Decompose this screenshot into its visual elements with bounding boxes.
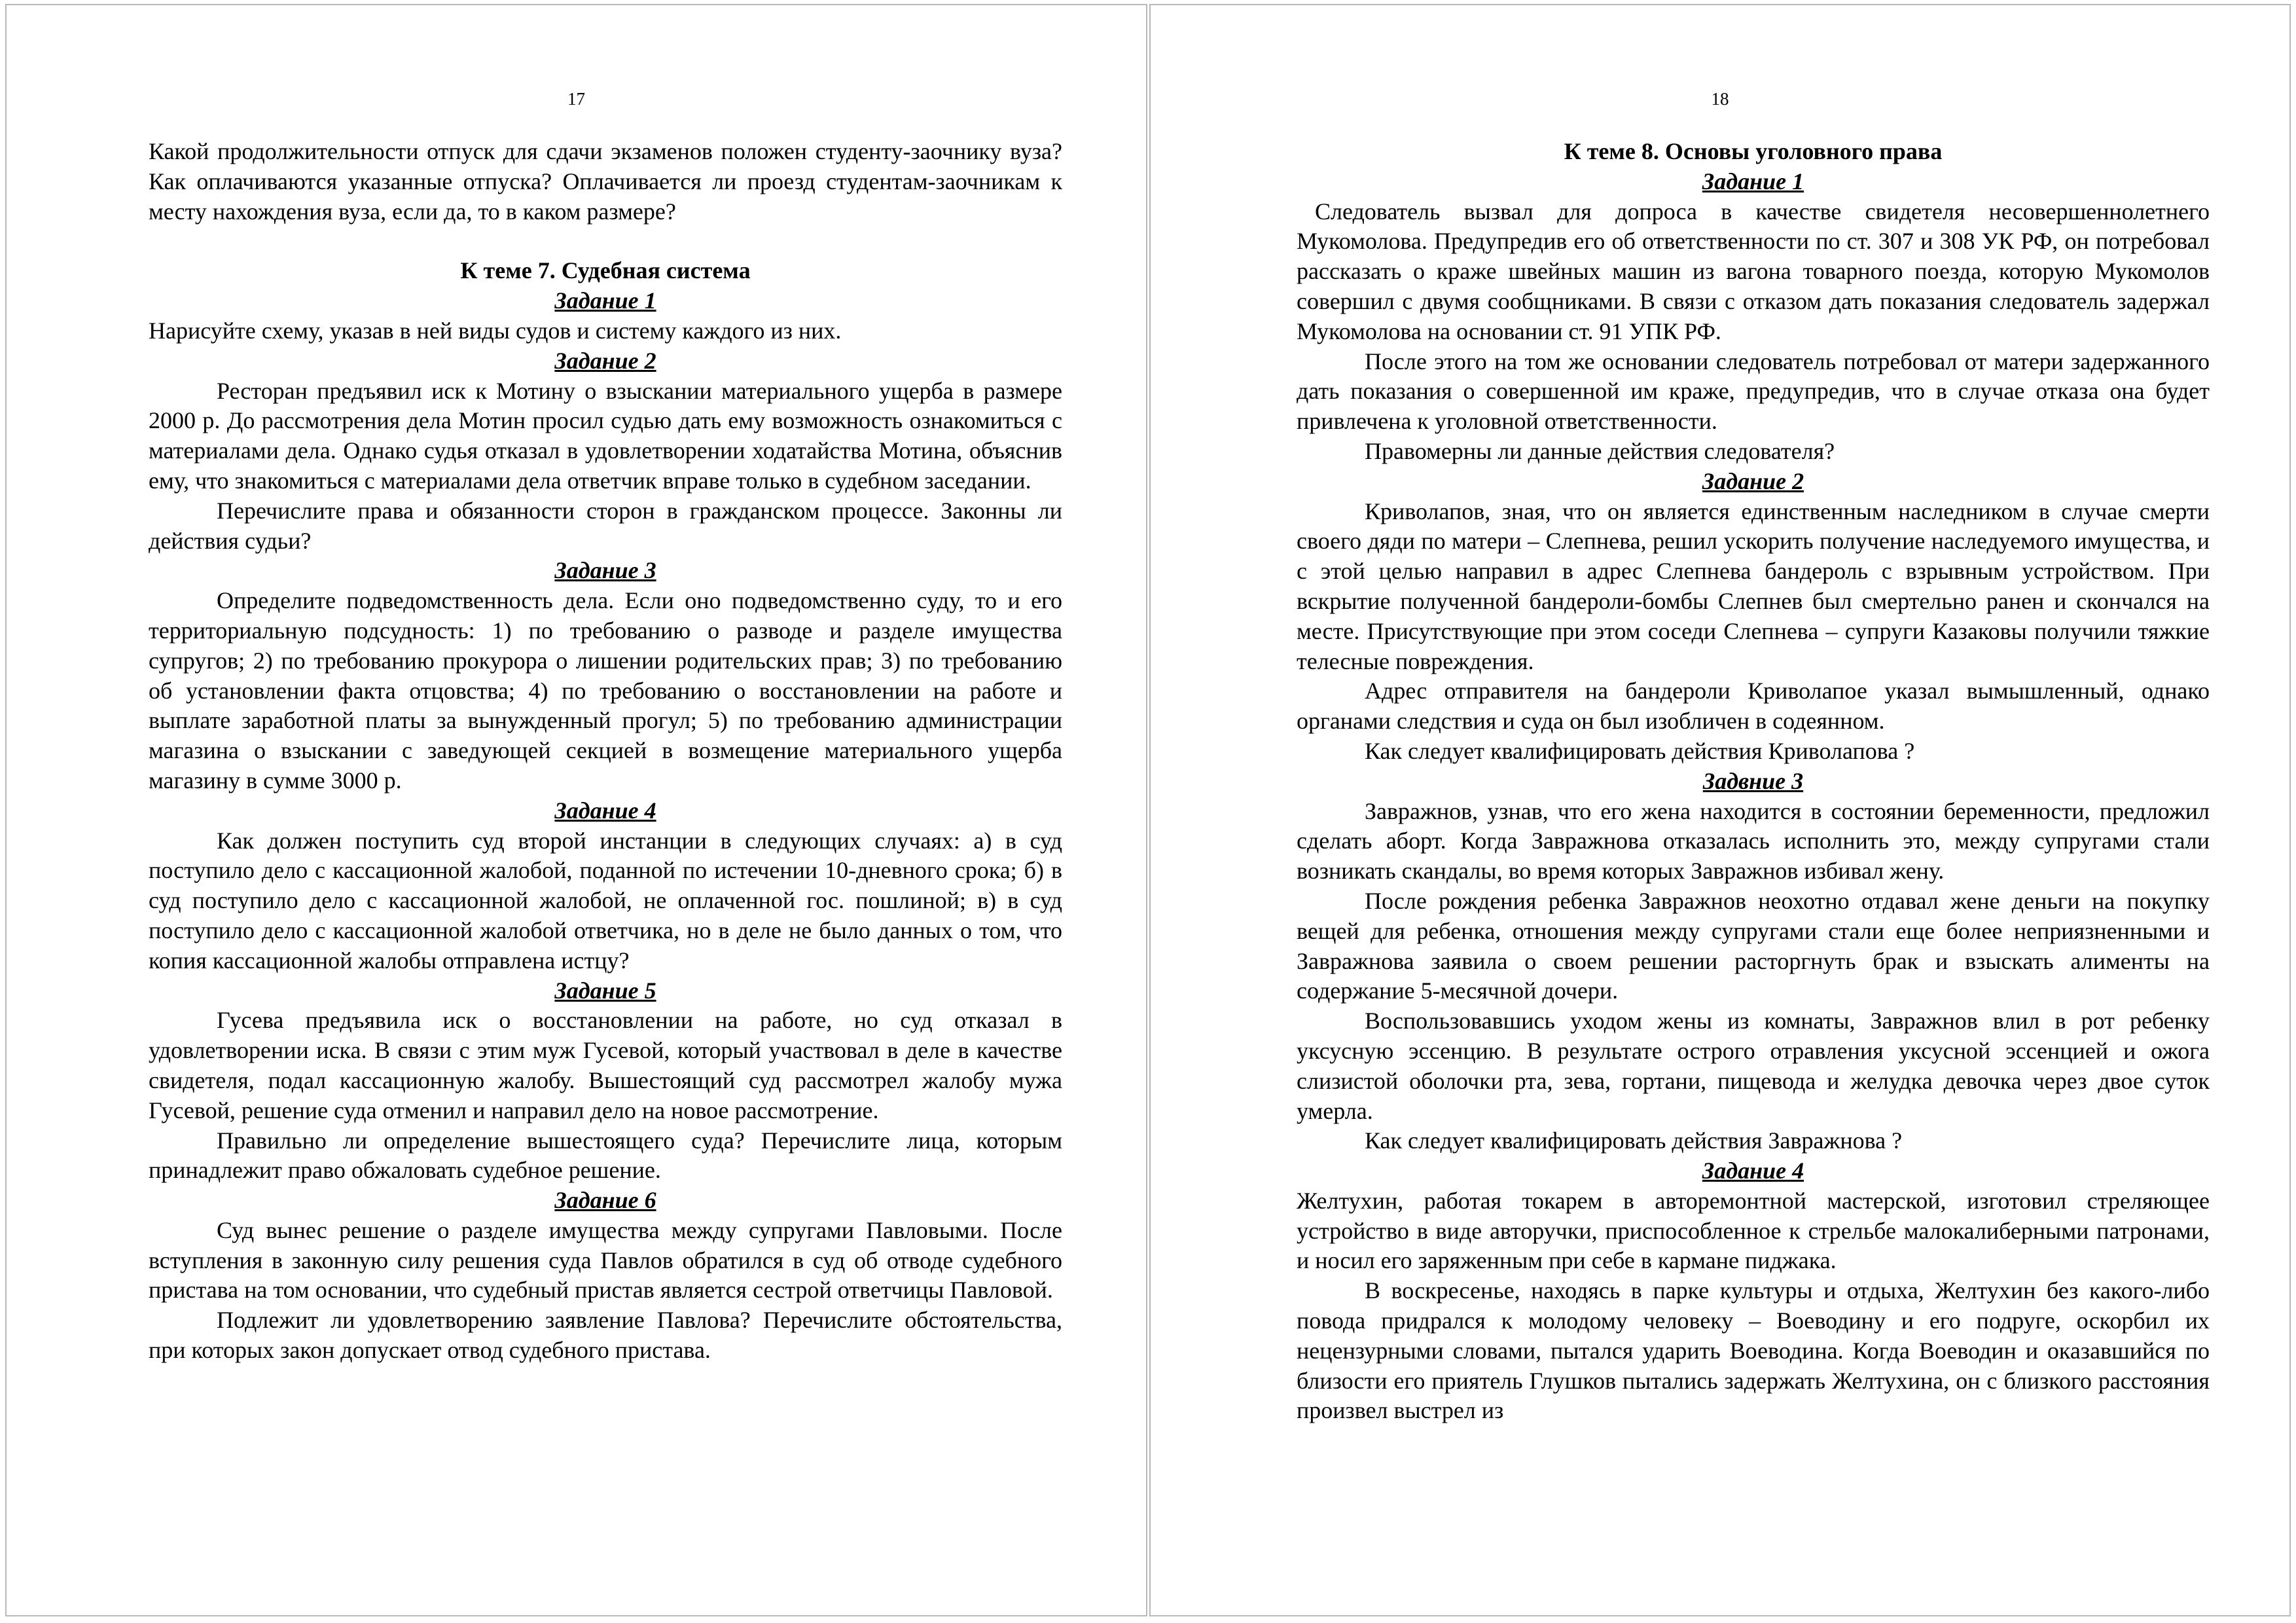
task-title: Задвние 3 <box>1702 767 1804 794</box>
task-paragraph: Завражнов, узнав, что его жена находится в состоянии беременности, предложил сделать аборт. Когда Завражнова отказалась исполнить это, между супругами стали возникать скандалы, во время которых Завражнов избивал жену. <box>1297 797 2210 884</box>
task-title: Задание 1 <box>1702 168 1804 194</box>
task-question: Правильно ли определение вышестоящего суда? Перечислите лица, которым принадлежит право обжаловать судебное решение. <box>149 1127 1062 1184</box>
task-title: Задание 6 <box>554 1187 656 1214</box>
intro-paragraph: Какой продолжительности отпуск для сдачи экзаменов положен студенту-заочнику вуза? Как оплачиваются указанные отпуска? Оплачивается ли проезд студентам-заочникам к месту нахождения вуза, если да, то в каком размере? <box>149 138 1062 225</box>
task-paragraph: Адрес отправителя на бандероли Криволапое указал вымышленный, однако органами следствия и суда он был изобличен в содеянном. <box>1297 678 2210 735</box>
task-question: Как следует квалифицировать действия Завражнова ? <box>1365 1127 1903 1154</box>
task-question: Правомерны ли данные действия следователя? <box>1365 437 1835 464</box>
page-number: 17 <box>567 89 585 109</box>
task-title: Задание 4 <box>554 797 656 824</box>
spacer <box>149 227 1062 256</box>
right-page <box>1149 4 2291 1616</box>
task-paragraph: Как должен поступить суд второй инстанции в следующих случаях: а) в суд поступило дело с кассационной жалобой, поданной по истечении 10-дневного срока; б) в суд поступило дело с кассационной жалобой, не оплаченной гос. пошлиной; в) в суд поступило дело с кассационной жалобой ответчика, но в деле не было данных о том, что копия кассационной жалобы отправлена истцу? <box>149 827 1062 974</box>
page-text-column <box>1297 137 2210 1426</box>
left-page <box>5 4 1147 1616</box>
task-title: Задание 2 <box>1702 467 1804 494</box>
task-paragraph: Суд вынес решение о разделе имущества между супругами Павловыми. После вступления в законную силу решения суда Павлов обратился в суд об отводе судебного пристава на том основании, что судебный пристав является сестрой ответчицы Павловой. <box>149 1216 1062 1304</box>
task-paragraph: Следователь вызвал для допроса в качестве свидетеля несовершеннолетнего Мукомолова. Предупредив его об ответственности по ст. 307 и 308 УК РФ, он потребовал рассказать о краже швейных машин из вагона товарного поезда, которую Мукомолов совершил с двумя сообщниками. В связи с отказом дать показания следователь задержал Мукомолова на основании ст. 91 УПК РФ. <box>1297 198 2210 344</box>
task-paragraph: Желтухин, работая токарем в авторемонтной мастерской, изготовил стреляющее устройство в виде авторучки, приспособленное к стрельбе малокалиберными патронами, и носил его заряженным при себе в кармане пиджака. <box>1297 1187 2210 1274</box>
task-paragraph: Нарисуйте схему, указав в ней виды судов и систему каждого из них. <box>149 317 842 344</box>
task-title: Задание 3 <box>554 557 656 584</box>
task-paragraph: После этого на том же основании следователь потребовал от матери задержанного дать показания о совершенной им краже, предупредив, что в случае отказа она будет привлечена к уголовной ответственности. <box>1297 348 2210 435</box>
task-question: Подлежит ли удовлетворению заявление Павлова? Перечислите обстоятельства, при которых закон допускает отвод судебного пристава. <box>149 1307 1062 1364</box>
task-question: Как следует квалифицировать действия Криволапова ? <box>1365 737 1915 764</box>
task-paragraph: После рождения ребенка Завражнов неохотно отдавал жене деньги на покупку вещей для ребенка, отношения между супругами стали еще более неприязненными и Завражнова заявила о своем решении расторгнуть брак и взыскать алименты на содержание 5-месячной дочери. <box>1297 887 2210 1004</box>
task-paragraph: Ресторан предъявил иск к Мотину о взыскании материального ущерба в размере 2000 р. До рассмотрения дела Мотин просил судью дать ему возможность ознакомиться с материалами дела. Однако судья отказал в удовлетворении ходатайства Мотина, объяснив ему, что знакомиться с материалами дела ответчик вправе только в судебном заседании. <box>149 377 1062 494</box>
task-title: Задание 5 <box>554 977 656 1004</box>
task-paragraph: Воспользовавшись уходом жены из комнаты, Завражнов влил в рот ребенку уксусную эссенцию. В результате острого отравления уксусной эссенцией и ожога слизистой оболочки рта, зева, гортани, пищевода и желудка девочка через двое суток умерла. <box>1297 1008 2210 1124</box>
task-paragraph: Гусева предъявила иск о восстановлении на работе, но суд отказал в удовлетворении иска. В связи с этим муж Гусевой, который участвовал в деле в качестве свидетеля, подал кассационную жалобу. Вышестоящий суд рассмотрел жалобу мужа Гусевой, решение суда отменил и направил дело на новое рассмотрение. <box>149 1007 1062 1123</box>
page-number: 18 <box>1711 89 1729 109</box>
task-paragraph: Криволапов, зная, что он является единственным наследником в случае смерти своего дяди по матери – Слепнева, решил ускорить получение наследуемого имущества, и с этой целью направил в адрес Слепнева бандероль с взрывным устройством. При вскрытие полученной бандероли-бомбы Слепнев был смертельно ранен и скончался на месте. Присутствующие при этом соседи Слепнева – супруги Казаковы получили тяжкие телесные повреждения. <box>1297 498 2210 674</box>
task-paragraph: Определите подведомственность дела. Если оно подведомственно суду, то и его территориальную подсудность: 1) по требованию о разводе и разделе имущества супругов; 2) по требованию прокурора о лишении родительских прав; 3) по требованию об установлении факта отцовства; 4) по требованию о восстановлении на работе и выплате заработной платы за вынужденный прогул; 5) по требованию администрации магазина о взыскании с заведующей секцией в возмещение материального ущерба магазину в сумме 3000 р. <box>149 587 1062 793</box>
task-title: Задание 1 <box>554 287 656 314</box>
task-title: Задание 2 <box>554 347 656 374</box>
task-paragraph: В воскресенье, находясь в парке культуры и отдыха, Желтухин без какого-либо повода придрался к молодому человеку – Воеводину и его подруге, оскорбил их нецензурными словами, пытался ударить Воеводина. Когда Воеводин и оказавшийся по близости его приятель Глушков пытались задержать Желтухина, он с близкого расстояния произвел выстрел из <box>1297 1277 2210 1424</box>
section-title: К теме 8. Основы уголовного права <box>1564 138 1943 164</box>
task-title: Задание 4 <box>1702 1158 1804 1184</box>
section-title: К теме 7. Судебная система <box>460 257 751 284</box>
page-text-column <box>149 137 1062 1366</box>
task-question: Перечислите права и обязанности сторон в гражданском процессе. Законны ли действия судьи? <box>149 497 1062 554</box>
